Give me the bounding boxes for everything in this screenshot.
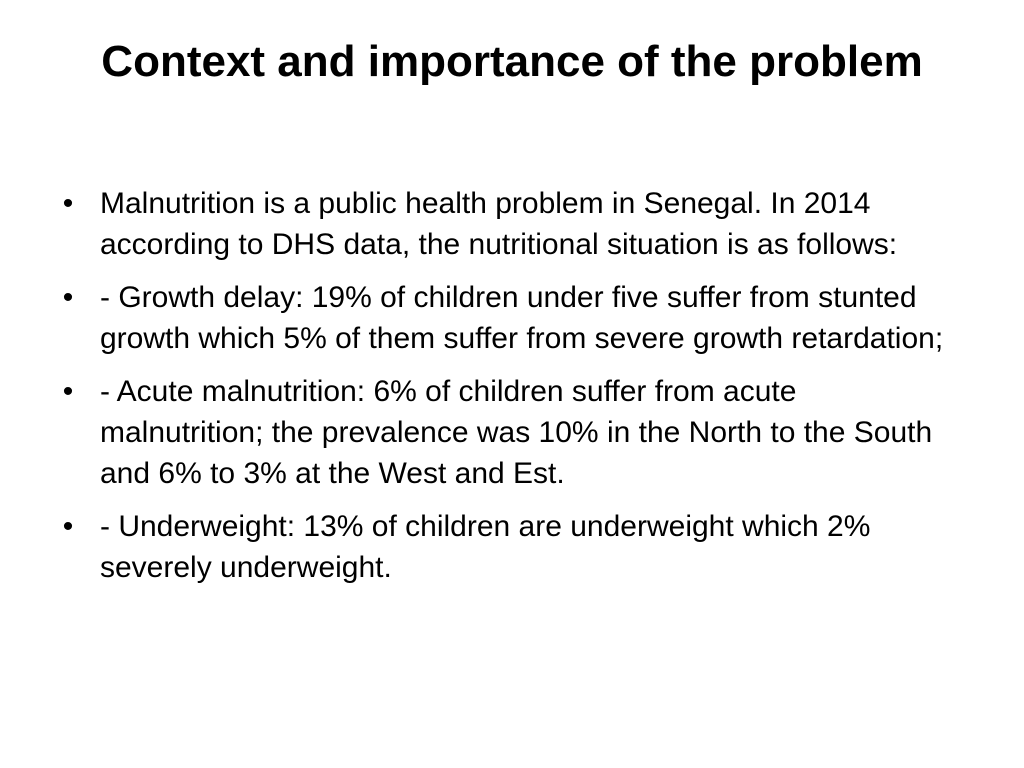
- bullet-item: [58, 371, 958, 494]
- bullet-item: [58, 277, 958, 359]
- bullet-text: - Underweight: 13% of children are underweight which 2% severely underweight.: [100, 510, 871, 584]
- slide-title: Context and importance of the problem: [101, 37, 923, 86]
- bullet-icon: •: [62, 187, 74, 220]
- bullet-icon: •: [62, 510, 74, 543]
- bullet-icon: •: [62, 375, 74, 408]
- bullet-text: - Acute malnutrition: 6% of children suffer from acute malnutrition; the prevalence was 10% in the North to the South and 6% to 3% at the West and Est.: [100, 375, 933, 490]
- bullet-text: Malnutrition is a public health problem in Senegal. In 2014 according to DHS data, the nutritional situation is as follows:: [100, 187, 898, 261]
- bullet-icon: •: [62, 281, 74, 314]
- bullet-list: [58, 183, 958, 600]
- bullet-item: [58, 183, 958, 265]
- bullet-text: - Growth delay: 19% of children under five suffer from stunted growth which 5% of them suffer from severe growth retardation;: [100, 281, 944, 355]
- bullet-item: [58, 506, 958, 588]
